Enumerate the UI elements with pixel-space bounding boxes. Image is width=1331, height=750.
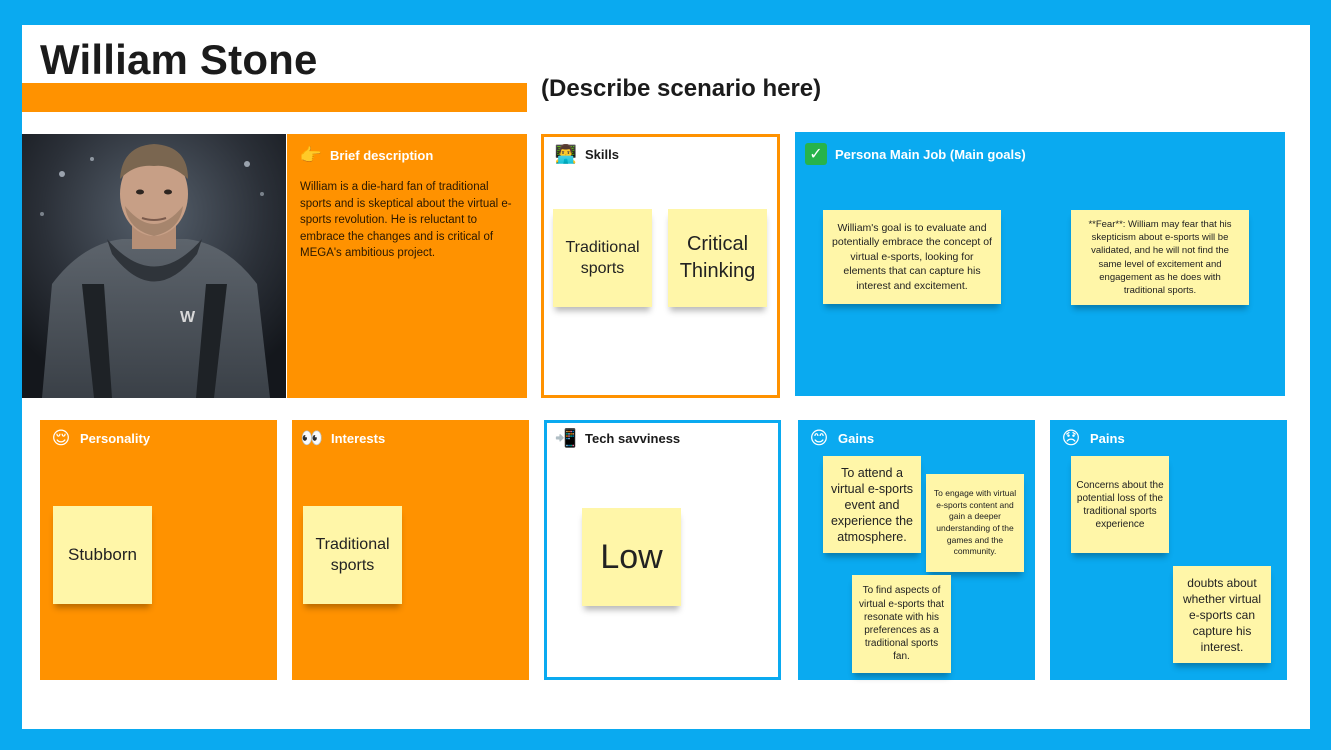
sticky-note-pain[interactable]: doubts about whether virtual e-sports can capture his interest.	[1173, 566, 1271, 663]
personality-heading: 😌 Personality	[51, 428, 151, 448]
smiling-face-icon: 😊	[809, 428, 829, 448]
tech-savviness-heading: 📲 Tech savviness	[554, 428, 681, 448]
scenario-text[interactable]: (Describe scenario here)	[541, 75, 822, 102]
sticky-note-gain[interactable]: To attend a virtual e-sports event and experience the atmosphere.	[823, 456, 921, 553]
pains-heading: 😞 Pains	[1061, 428, 1125, 448]
pointing-hand-icon: 👉	[299, 145, 323, 165]
sticky-note-interest[interactable]: Traditional sports	[303, 506, 402, 604]
sticky-note-personality[interactable]: Stubborn	[53, 506, 152, 604]
gains-heading: 😊 Gains	[809, 428, 875, 448]
check-mark-icon: ✓	[805, 143, 827, 165]
interests-heading: 👀 Interests	[300, 428, 386, 448]
sticky-note-fear[interactable]: **Fear**: William may fear that his skepticism about e-sports will be validated, and he will not find the same level of excitement and engagement as he does with traditional sports.	[1071, 210, 1249, 305]
sticky-note-goal[interactable]: William's goal is to evaluate and potentially embrace the concept of virtual e-sports, looking for elements that can capture his interest and excitement.	[823, 210, 1001, 304]
man-technologist-icon: 👨‍💻	[554, 144, 578, 164]
disappointed-face-icon: 😞	[1061, 428, 1081, 448]
main-job-heading: ✓ Persona Main Job (Main goals)	[805, 143, 1026, 165]
sticky-note-gain[interactable]: To engage with virtual e-sports content and gain a deeper understanding of the games and the community.	[926, 474, 1024, 572]
brief-description-text[interactable]: William is a die-hard fan of traditional sports and is skeptical about the virtual e-sports revolution. He is reluctant to embrace the changes and is critical of MEGA's ambitious project.	[300, 181, 512, 259]
svg-text:W: W	[180, 309, 196, 326]
eyes-icon: 👀	[300, 428, 324, 448]
sticky-note-tech[interactable]: Low	[582, 508, 681, 606]
sticky-note-skill[interactable]: Critical Thinking	[668, 209, 767, 307]
title-underline-bar	[22, 83, 527, 112]
persona-name: William Stone	[40, 36, 318, 83]
brief-description-heading: 👉 Brief description	[299, 145, 434, 165]
brief-description-panel	[287, 134, 527, 398]
sticky-note-gain[interactable]: To find aspects of virtual e-sports that resonate with his preferences as a traditional sports fan.	[852, 575, 951, 673]
persona-photo	[22, 134, 286, 398]
sticky-note-pain[interactable]: Concerns about the potential loss of the traditional sports experience	[1071, 456, 1169, 553]
mobile-phone-arrow-icon: 📲	[554, 428, 578, 448]
sticky-note-skill[interactable]: Traditional sports	[553, 209, 652, 307]
skills-heading: 👨‍💻 Skills	[554, 144, 619, 164]
relieved-face-icon: 😌	[51, 428, 71, 448]
